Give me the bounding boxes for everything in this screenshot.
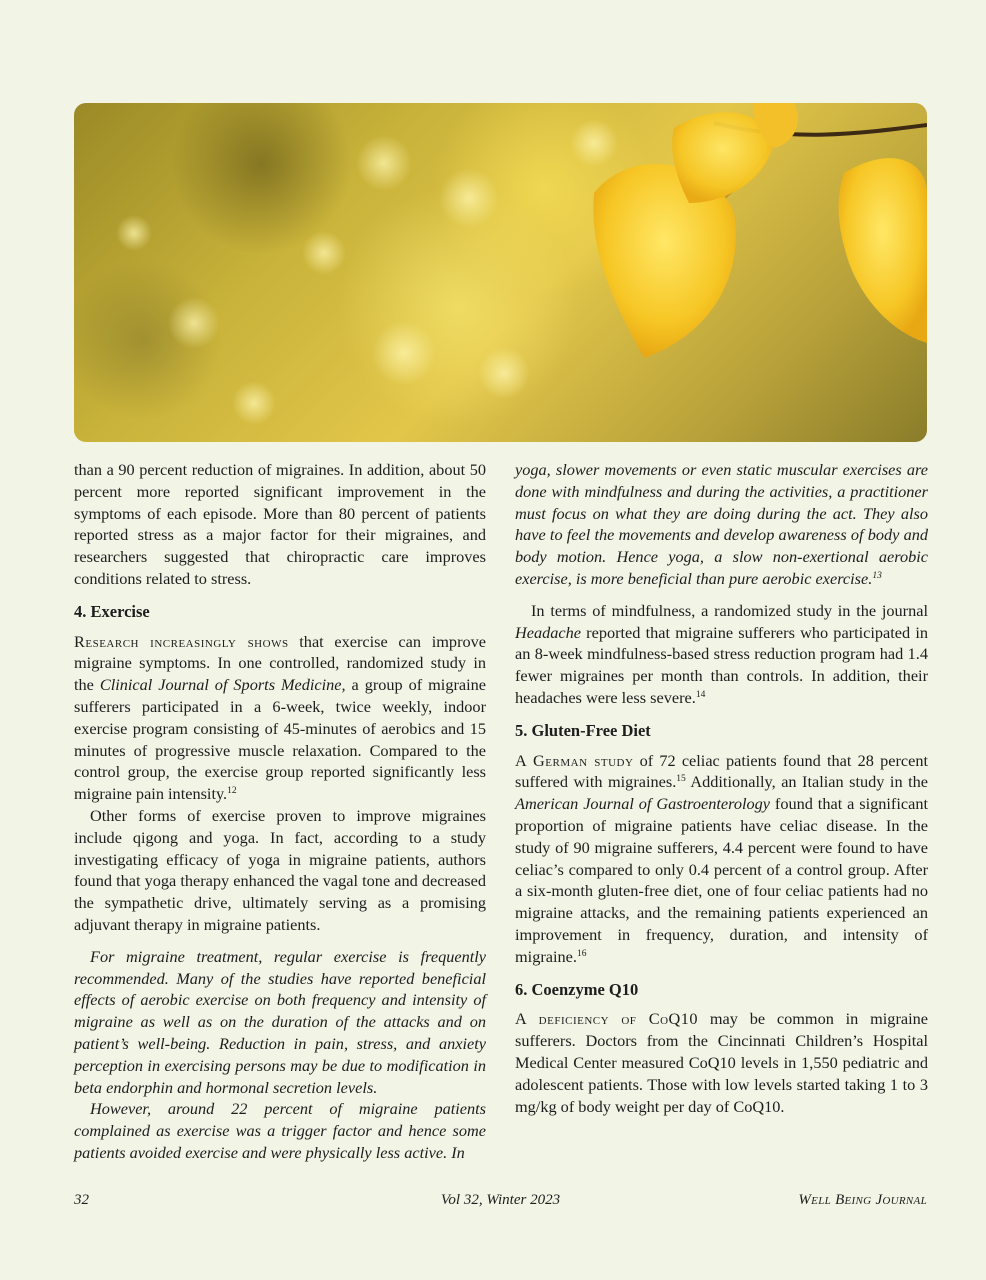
text-run: reported that migraine sufferers who participated in an 8-week mindfulness-based stress reduction program had 1.4 fewer migraines per month than controls. In addition, their headaches were less severe. <box>515 622 928 707</box>
reference-mark: 14 <box>695 689 706 700</box>
text-run: may be common in migraine sufferers. Doctors from the Cincinnati Children’s Hospital Medical Center measured CoQ10 levels in 1,550 pediatric and adolescent patients. Those with low levels started taking 1 to 3 mg/kg of body weight per day of CoQ10. <box>515 1009 928 1116</box>
left-column <box>74 459 486 1164</box>
text-run: a group of migraine sufferers participated in a 6-week, twice weekly, indoor exercise program consisting of 45-minutes of aerobics and 15 minutes of progressive muscle relaxation. Compared to the control group, the exercise group reported significantly less migraine pain intensity. <box>74 675 486 804</box>
journal-name: Well Being Journal <box>798 1192 927 1208</box>
paragraph-coq10 <box>515 1008 928 1117</box>
journal-title: Headache <box>515 622 581 642</box>
text-run: of 72 celiac patients found that 28 percent suffered with migraines. <box>515 750 928 792</box>
ginkgo-leaves-illustration <box>74 103 927 442</box>
lead-in: A German study <box>515 750 634 770</box>
text-run: found that a significant proportion of migraine patients have celiac disease. In the study of 90 migraine sufferers, 4.4 percent were found to have celiac’s compared to only 0.4 percent of a control group. After a six-month gluten-free diet, one of four celiac patients had no migraine attacks, and the remaining patients experienced an improvement in frequency, duration, and intensity of migraine. <box>515 794 928 966</box>
page-number: 32 <box>74 1192 89 1208</box>
text-run: In terms of mindfulness, a randomized study in the journal <box>531 600 928 620</box>
journal-title: American Journal of Gastroenterology <box>515 794 770 814</box>
heading-coq10: 6. Coenzyme Q10 <box>515 979 639 999</box>
text-run: that exercise can improve migraine symptoms. In one controlled, randomized study in the <box>74 631 486 695</box>
reference-mark: 16 <box>576 948 587 959</box>
issue-label: Vol 32, Winter 2023 <box>440 1192 561 1208</box>
quote-trigger: However, around 22 percent of migraine patients complained as exercise was a trigger factor and hence some patients avoided exercise and were physically less active. In <box>74 1099 486 1162</box>
heading-gluten-free: 5. Gluten-Free Diet <box>515 720 651 740</box>
heading-exercise: 4. Exercise <box>74 601 150 621</box>
paragraph-qigong-yoga: Other forms of exercise proven to improve migraines include qigong and yoga. In fact, according to a study investigating efficacy of yoga in migraine patients, authors found that yoga therapy enhanced the vagal tone and decreased the sympathetic drive, ultimately serving as a promising adjuvant therapy in migraine patients. <box>74 805 486 934</box>
reference-mark: 15 <box>676 774 686 785</box>
lead-in: Research increasingly shows <box>74 631 289 651</box>
reference-mark: 12 <box>227 786 237 797</box>
right-column <box>515 459 928 1117</box>
quote-exercise: For migraine treatment, regular exercise is frequently recommended. Many of the studies have reported beneficial effects of aerobic exercise on both frequency and intensity of migraine as well as on the duration of the attacks and on patient’s well-being. Reduction in pain, stress, and anxiety perception in exercising persons may be due to modification in beta endorphin and hormonal secretion levels. <box>74 946 486 1097</box>
paragraph-exercise-study <box>74 631 486 805</box>
reference-mark: 13 <box>872 570 882 581</box>
paragraph-mindfulness <box>515 600 928 709</box>
text-run: yoga, slower movements or even static muscular exercises are done with mindfulness and during the activities, a practitioner must focus on what they are doing during the act. They also have to feel the movements and develop awareness of body and body motion. Hence yoga, a slow non-exertional aerobic exercise, is more beneficial than pure aerobic exercise. <box>515 460 928 588</box>
journal-title: Clinical Journal of Sports Medicine, <box>99 675 346 695</box>
ginkgo-leaves-photo <box>74 103 927 442</box>
paragraph-gluten <box>515 750 928 968</box>
lead-in: A deficiency of CoQ10 <box>515 1009 699 1029</box>
page-footer <box>74 1192 927 1212</box>
quote-yoga <box>515 459 928 590</box>
paragraph-chiropractic: than a 90 percent reduction of migraines. In addition, about 50 percent more reported significant improvement in the symptoms of each episode. More than 80 percent of patients reported stress as a major factor for their migraines, and researchers suggested that chiropractic care improves conditions related to stress. <box>74 460 486 588</box>
text-run: Additionally, an Italian study in the <box>685 772 928 792</box>
